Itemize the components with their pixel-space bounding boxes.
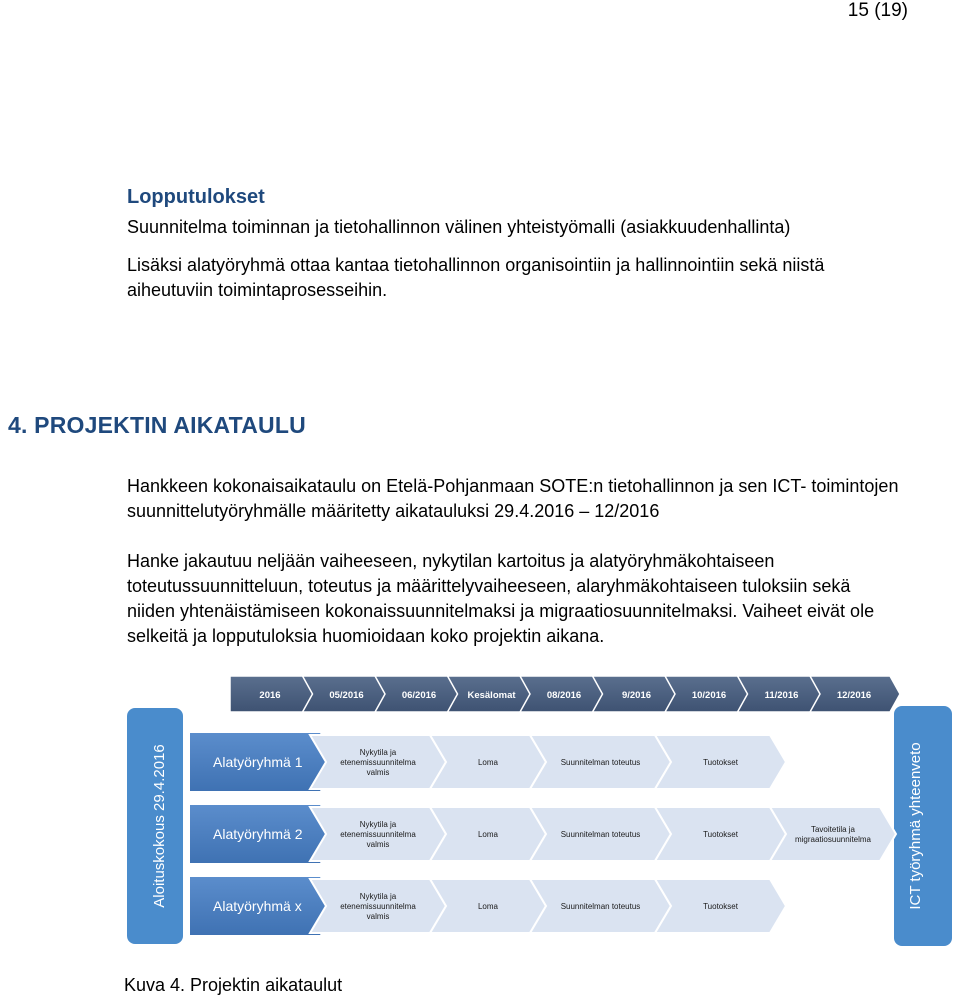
phase-label: Loma <box>477 830 499 839</box>
timeline-label: 05/2016 <box>329 690 364 701</box>
phase-label: valmis <box>366 840 390 849</box>
para2-line-c: niiden yhtenäistämiseen kokonaissuunnitelmaksi ja migraatiosuunnitelmaksi. Vaiheet eivät ole <box>127 601 875 621</box>
right-bar-label: ICT työryhmä yhteenveto <box>907 742 924 910</box>
para1-line-a: Hankkeen kokonaisaikataulu on Etelä-Pohjanmaan SOTE:n tietohallinnon ja sen ICT- toimintojen <box>127 476 899 496</box>
phase-label: etenemissuunnitelma <box>340 758 416 767</box>
phase-chevron <box>770 807 896 861</box>
phase-label: Tuotokset <box>703 902 738 911</box>
phase-label: Loma <box>477 902 499 911</box>
phase-label: valmis <box>366 912 390 921</box>
group-label: Alatyöryhmä x <box>213 898 302 914</box>
phase-label: etenemissuunnitelma <box>340 830 416 839</box>
phase-label: Nykytila ja <box>359 892 397 901</box>
para2-line-a: Hanke jakautuu neljään vaiheeseen, nykytilan kartoitus ja alatyöryhmäkohtaiseen <box>127 551 775 571</box>
timeline-label: Kesälomat <box>467 690 516 701</box>
phase-label: Suunnitelman toteutus <box>560 830 641 839</box>
phase-label: Nykytila ja <box>359 748 397 757</box>
group-label: Alatyöryhmä 1 <box>213 754 303 770</box>
timeline-label: 08/2016 <box>546 690 582 701</box>
phase-label: Tavoitetila ja <box>810 825 856 834</box>
timeline-label: 12/2016 <box>836 690 872 701</box>
group-label: Alatyöryhmä 2 <box>213 826 303 842</box>
para1-line-b: suunnittelutyöryhmälle määritetty aikatauluksi 29.4.2016 – 12/2016 <box>127 501 660 521</box>
left-bar-label: Aloituskokous 29.4.2016 <box>151 744 168 908</box>
phase-label: Loma <box>477 758 499 767</box>
timeline-label: 11/2016 <box>764 690 799 701</box>
timeline-label: 06/2016 <box>401 690 437 701</box>
timeline-label: 10/2016 <box>691 690 727 701</box>
phase-label: migraatiosuunnitelma <box>794 835 872 844</box>
phase-label: Nykytila ja <box>359 820 397 829</box>
figure-caption: Kuva 4. Projektin aikataulut <box>124 975 343 995</box>
results-line-2a: Lisäksi alatyöryhmä ottaa kantaa tietohallinnon organisointiin ja hallinnointiin sekä niistä <box>127 255 825 275</box>
phase-label: Tuotokset <box>703 830 738 839</box>
phase-label: valmis <box>366 768 390 777</box>
phase-label: Suunnitelman toteutus <box>560 758 641 767</box>
timeline-label: 9/2016 <box>621 690 652 701</box>
timeline-label: 2016 <box>259 690 281 701</box>
para2-line-d: selkeitä ja lopputuloksia huomioidaan koko projektin aikana. <box>127 626 605 646</box>
results-line-1: Suunnitelma toiminnan ja tietohallinnon välinen yhteistyömalli (asiakkuudenhallinta) <box>127 217 791 237</box>
page-number: 15 (19) <box>847 0 908 21</box>
phase-label: Suunnitelman toteutus <box>560 902 641 911</box>
phase-label: etenemissuunnitelma <box>340 902 416 911</box>
results-heading: Lopputulokset <box>127 186 265 208</box>
phase-label: Tuotokset <box>703 758 738 767</box>
para2-line-b: toteutussuunnitteluun, toteutus ja määrittelyvaiheeseen, alaryhmäkohtaiseen tuloksiin sekä <box>127 576 851 596</box>
results-line-2b: aiheutuviin toimintaprosesseihin. <box>127 280 388 300</box>
section-title: 4. PROJEKTIN AIKATAULU <box>8 412 306 438</box>
